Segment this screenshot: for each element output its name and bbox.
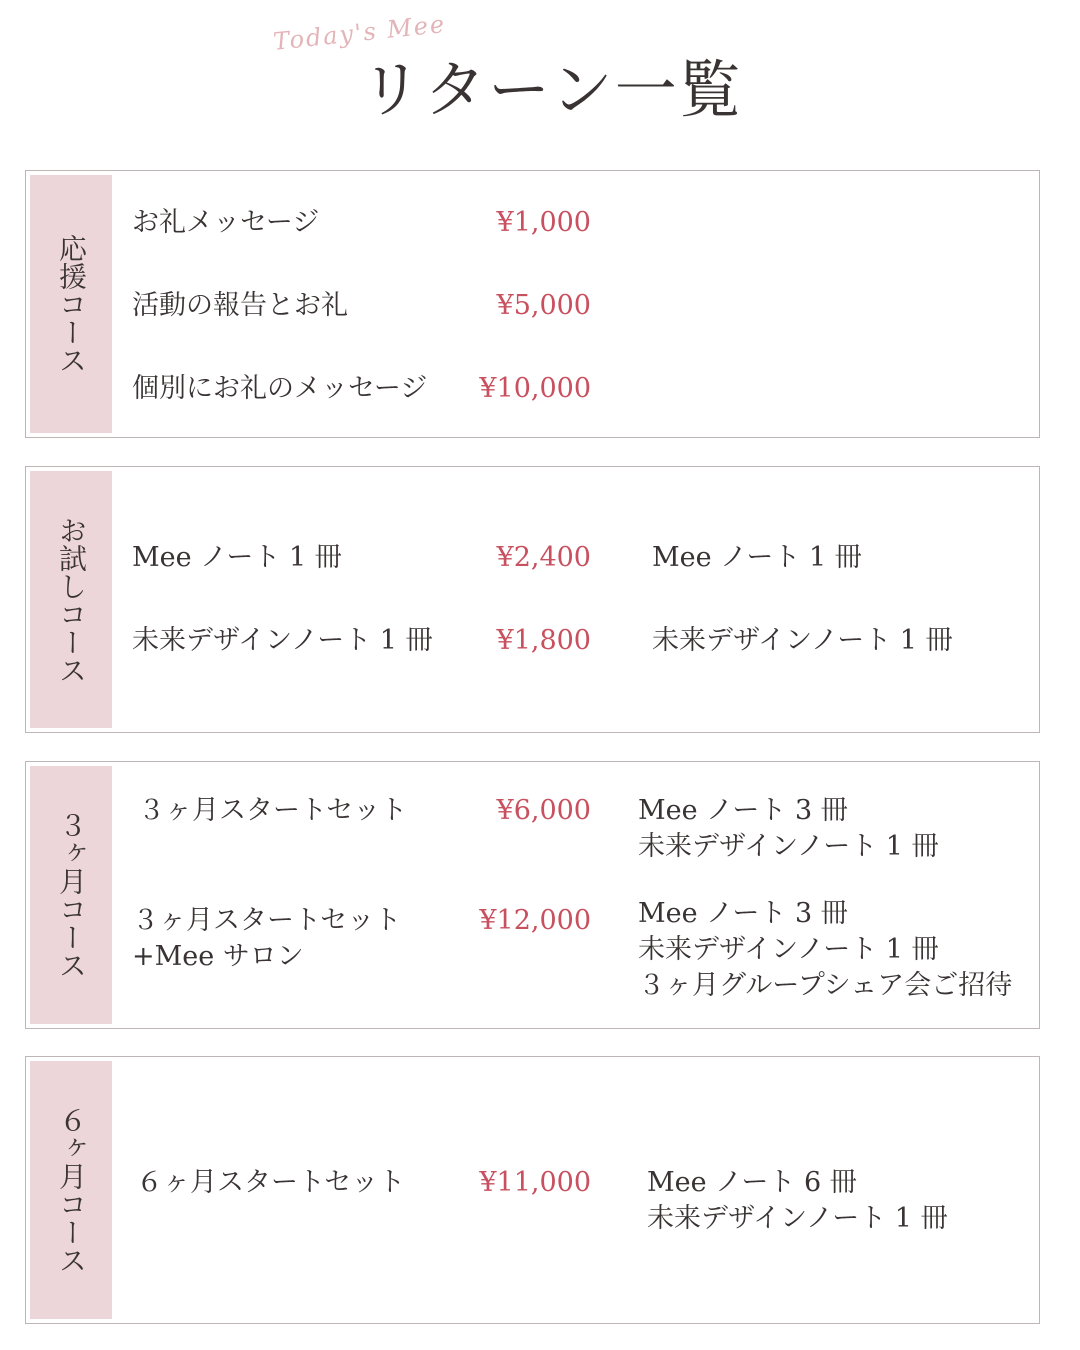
item-name: Mee ノート 1 冊	[132, 542, 342, 573]
item-reward: Mee ノート 6 冊 未来デザインノート 1 冊	[647, 1167, 948, 1234]
item-name: お礼メッセージ	[132, 207, 320, 238]
item-price: ¥1,800	[496, 625, 591, 656]
course-box-support	[25, 170, 1040, 438]
course-label: ３ヶ月コース	[55, 811, 88, 979]
course-label-box	[30, 175, 112, 433]
item-price: ¥10,000	[479, 373, 591, 404]
item-price: ¥6,000	[496, 795, 591, 826]
item-price: ¥2,400	[496, 542, 591, 573]
item-reward: Mee ノート 3 冊 未来デザインノート 1 冊	[638, 795, 939, 862]
item-name: 活動の報告とお礼	[132, 290, 348, 321]
page-title: リターン一覧	[360, 53, 743, 126]
course-label: 応援コース	[55, 234, 88, 374]
course-box-trial	[25, 466, 1040, 733]
item-price: ¥1,000	[496, 207, 591, 238]
item-name: ６ヶ月スタートセット	[136, 1167, 406, 1198]
header	[0, 0, 1080, 140]
course-label-box	[30, 471, 112, 728]
course-label: お試しコース	[55, 515, 88, 684]
course-box-6-month	[25, 1056, 1040, 1324]
item-name: ３ヶ月スタートセット	[138, 795, 408, 826]
item-reward: Mee ノート 1 冊	[652, 542, 862, 573]
item-reward: Mee ノート 3 冊 未来デザインノート 1 冊 ３ヶ月グループシェア会ご招待	[638, 898, 1013, 1001]
item-price: ¥11,000	[479, 1167, 591, 1198]
item-name: ３ヶ月スタートセット +Mee サロン	[132, 905, 402, 972]
item-price: ¥5,000	[496, 290, 591, 321]
item-reward: 未来デザインノート 1 冊	[652, 625, 953, 656]
course-label: ６ヶ月コース	[55, 1106, 88, 1274]
course-label-box	[30, 1061, 112, 1319]
item-name: 未来デザインノート 1 冊	[132, 625, 433, 656]
course-label-box	[30, 766, 112, 1024]
script-title: Today's Mee	[272, 9, 448, 56]
item-price: ¥12,000	[479, 905, 591, 936]
course-box-3-month	[25, 761, 1040, 1029]
item-name: 個別にお礼のメッセージ	[132, 373, 428, 404]
